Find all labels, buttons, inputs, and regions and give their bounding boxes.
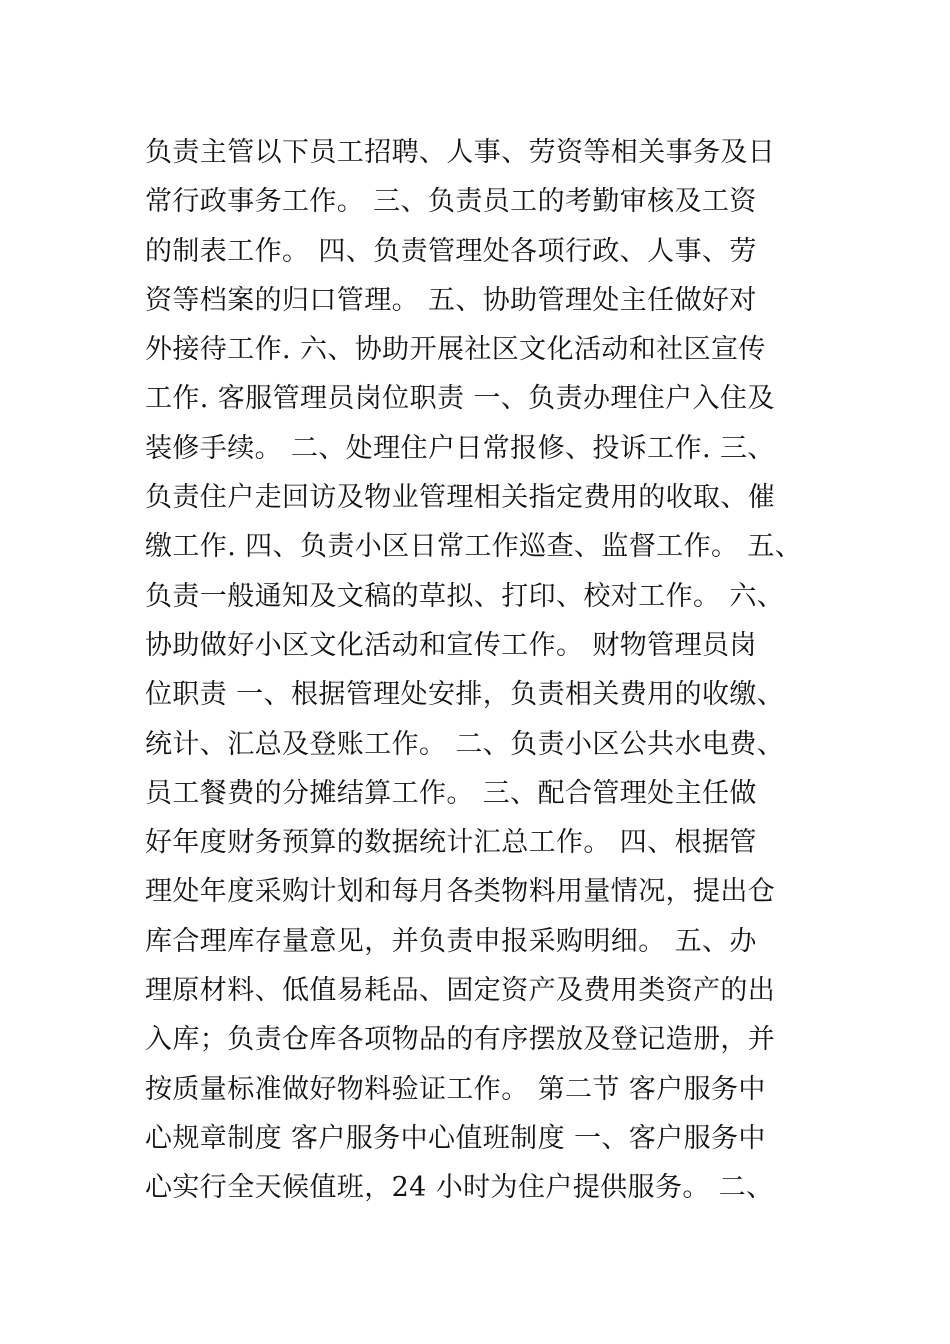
body-text [145, 128, 845, 1213]
text-line-7: 装修手续。 二、处理住户日常报修、投诉工作. 三、 [145, 432, 775, 464]
text-line-2: 常行政事务工作。 三、负责员工的考勤审核及工资 [145, 186, 757, 218]
text-line-10: 负责一般通知及文稿的草拟、打印、校对工作。 六、 [145, 580, 785, 612]
text-line-15: 好年度财务预算的数据统计汇总工作。 四、根据管 [145, 827, 757, 859]
text-line-8: 负责住户走回访及物业管理相关指定费用的收取、催 [145, 482, 776, 514]
text-line-16: 理处年度采购计划和每月各类物料用量情况，提出仓 [145, 876, 776, 908]
text-line-3: 的制表工作。 四、负责管理处各项行政、人事、劳 [145, 235, 757, 267]
text-line-14: 员工餐费的分摊结算工作。 三、配合管理处主任做 [145, 777, 757, 809]
text-line-17: 库合理库存量意见，并负责申报采购明细。 五、办 [145, 925, 757, 957]
text-line-4: 资等档案的归口管理。 五、协助管理处主任做好对 [145, 284, 757, 316]
text-line-5: 外接待工作. 六、协助开展社区文化活动和社区宣传 [145, 334, 766, 366]
text-line-22: 心实行全天候值班，24 小时为住户提供服务。 二、 [145, 1172, 774, 1204]
text-line-13: 统计、汇总及登账工作。 二、负责小区公共水电费、 [145, 728, 785, 760]
text-line-6: 工作. 客服管理员岗位职责 一、负责办理住户入住及 [145, 383, 775, 415]
text-line-18: 理原材料、低值易耗品、固定资产及费用类资产的出 [145, 975, 776, 1007]
text-line-9: 缴工作. 四、负责小区日常工作巡查、监督工作。 五、 [145, 531, 803, 563]
text-line-21: 心规章制度 客户服务中心值班制度 一、客户服务中 [145, 1122, 766, 1154]
text-line-20: 按质量标准做好物料验证工作。 第二节 客户服务中 [145, 1073, 766, 1105]
text-line-11: 协助做好小区文化活动和宣传工作。 财物管理员岗 [145, 629, 757, 661]
text-line-1: 负责主管以下员工招聘、人事、劳资等相关事务及日 [145, 137, 776, 168]
text-line-19: 入库；负责仓库各项物品的有序摆放及登记造册，并 [145, 1024, 776, 1056]
text-line-12: 位职责 一、根据管理处安排，负责相关费用的收缴、 [145, 679, 785, 711]
